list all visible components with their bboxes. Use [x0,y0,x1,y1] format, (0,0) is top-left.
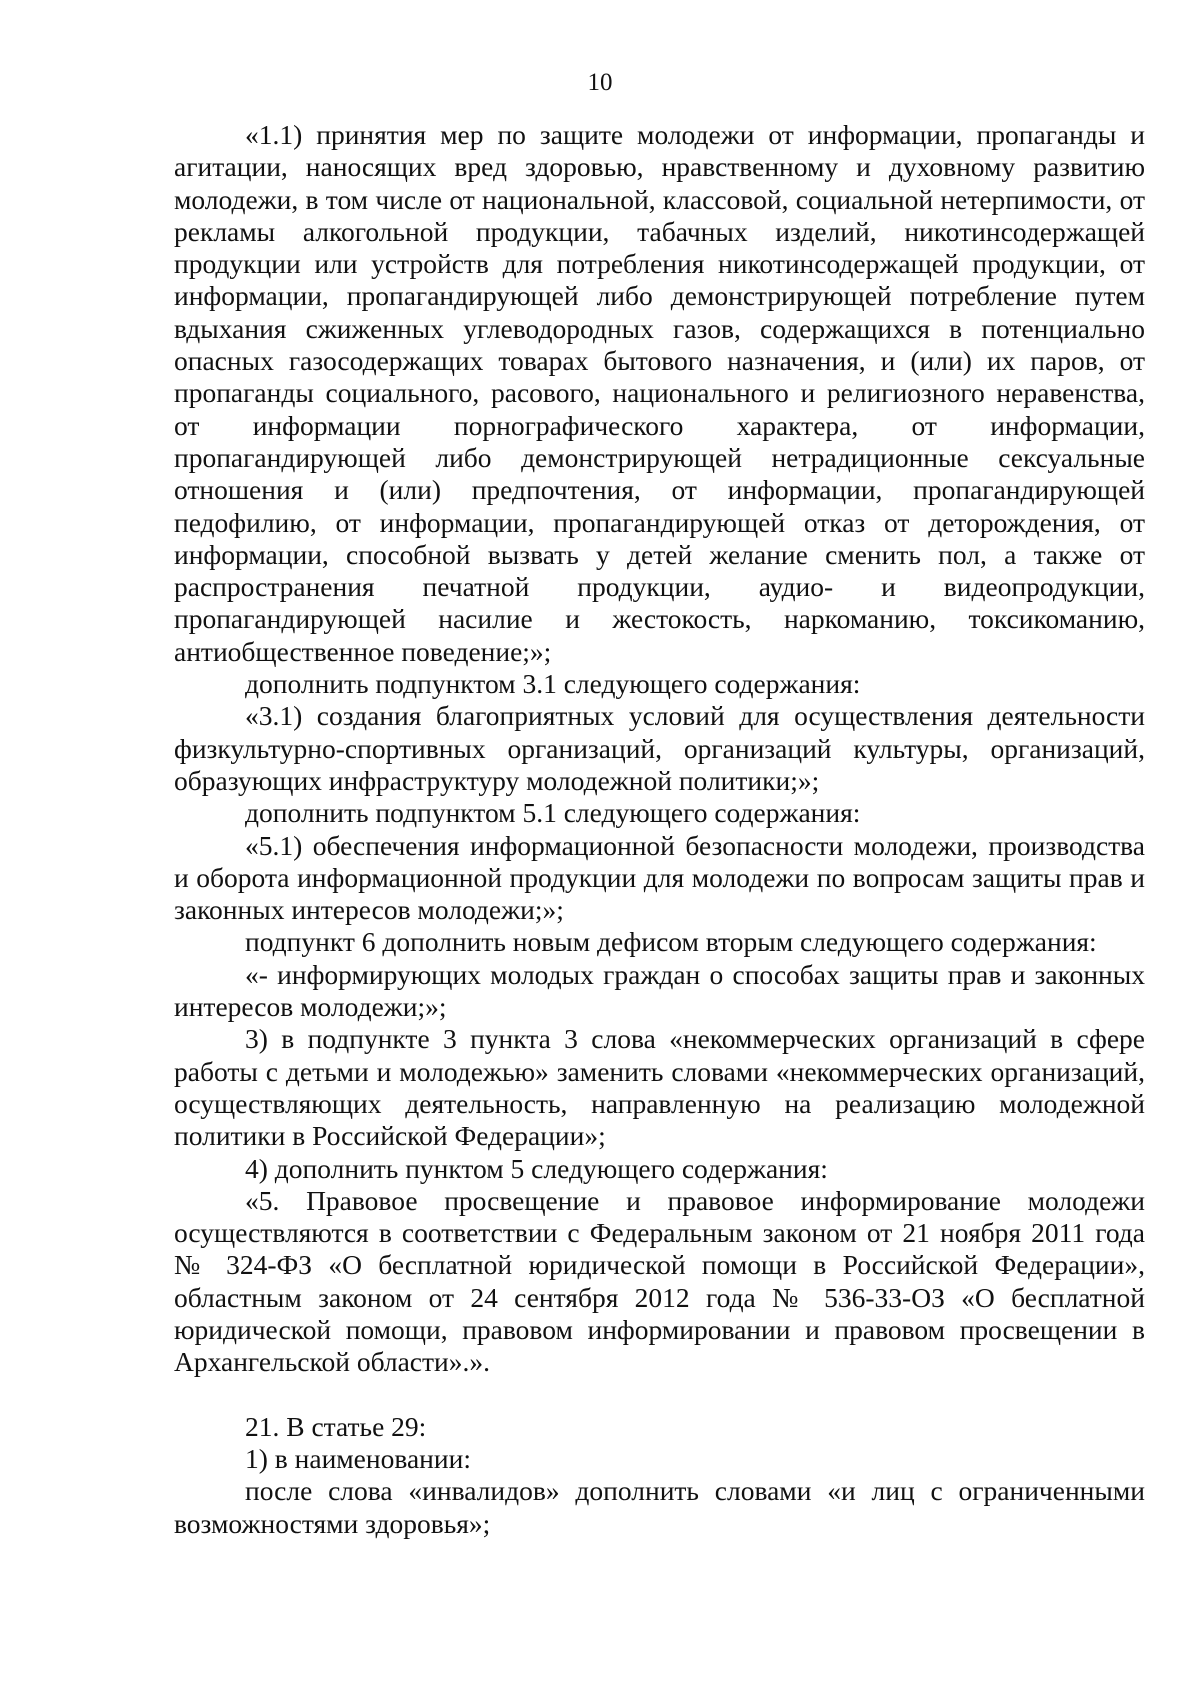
paragraph-subclause-5-1: «5.1) обеспечения информационной безопасности молодежи, производства и оборота информационной продукции для молодежи по вопросам защиты прав и законных интересов молодежи;»; [174,829,1145,926]
paragraph-clause-5: «5. Правовое просвещение и правовое информирование молодежи осуществляются в соответствии с Федеральным законом от 21 ноября 2011 года № 324-ФЗ «О бесплатной юридической помощи в Российской Федерации», областным законом от 24 сентября 2012 года № 536-33-ОЗ «О бесплатной юридической помощи, правовом информировании и правовом просвещении в Архангельской области».». [174,1184,1145,1378]
paragraph-item-1-name: 1) в наименовании: [245,1443,471,1475]
page-number: 10 [587,69,613,96]
paragraph-item-3: 3) в подпункте 3 пункта 3 слова «некоммерческих организаций в сфере работы с детьми и молодежью» заменить словами «некоммерческих организаций, осуществляющих деятельность, направленную на реализацию молодежной политики в Российской Федерации»; [174,1023,1145,1152]
document-body [174,119,1145,1540]
paragraph-add-subclause-5-1: дополнить подпунктом 5.1 следующего содержания: [245,797,861,829]
paragraph-after-word-invalids: после слова «инвалидов» дополнить словами «и лиц с ограниченными возможностями здоровья»; [174,1475,1145,1539]
paragraph-subclause-3-1: «3.1) создания благоприятных условий для осуществления деятельности физкультурно-спортивных организаций, организаций культуры, организаций, образующих инфраструктуру молодежной политики;»; [174,700,1145,796]
paragraph-add-subclause-3-1: дополнить подпунктом 3.1 следующего содержания: [245,668,861,700]
paragraph-subclause-1-1: «1.1) принятия мер по защите молодежи от информации, пропаганды и агитации, наносящих вред здоровью, нравственному и духовному развитию молодежи, в том числе от национальной, классовой, социальной нетерпимости, от рекламы алкогольной продукции, табачных изделий, никотинсодержащей продукции или устройств для потребления никотинсодержащей продукции, от информации, пропагандирующей либо демонстрирующей потребление путем вдыхания сжиженных углеводородных газов, содержащихся в потенциально опасных газосодержащих товарах бытового назначения, и (или) их паров, от пропаганды социального, расового, национального и религиозного неравенства, от информации порнографического характера, от информации, пропагандирующей либо демонстрирующей нетрадиционные сексуальные отношения и (или) предпочтения, от информации, пропагандирующей педофилию, от информации, пропагандирующей отказ от деторождения, от информации, способной вызвать у детей желание сменить пол, а также от распространения печатной продукции, аудио- и видеопродукции, пропагандирующей насилие и жестокость, наркоманию, токсикоманию, антиобщественное поведение;»; [174,119,1145,667]
paragraph-subclause-6-amend: подпункт 6 дополнить новым дефисом вторым следующего содержания: [245,926,1097,958]
paragraph-section-21: 21. В статье 29: [245,1410,427,1442]
paragraph-item-4: 4) дополнить пунктом 5 следующего содержания: [245,1152,828,1184]
paragraph-dash-informing: «- информирующих молодых граждан о способах защиты прав и законных интересов молодежи;»; [174,958,1145,1023]
